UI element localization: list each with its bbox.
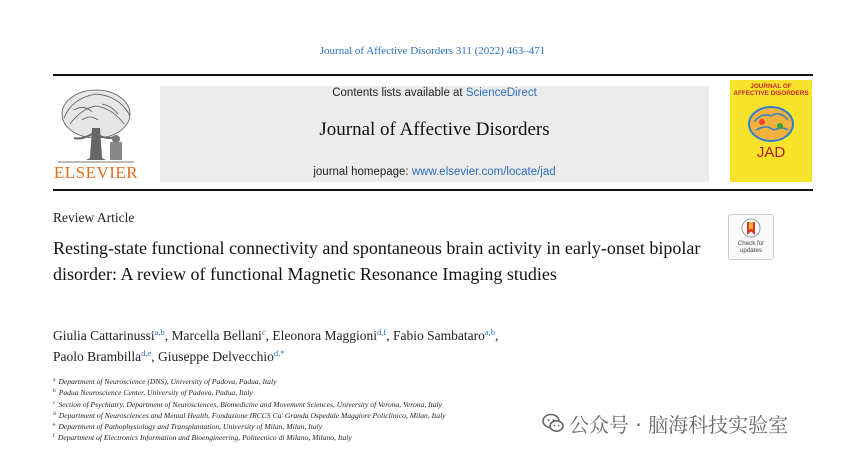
author-affiliation-mark[interactable]: a,b xyxy=(154,327,165,337)
article-title: Resting-state functional connectivity and spontaneous brain activity in early-onset bipolar disorder: A review of functional Magnetic Resonance Imaging studies xyxy=(53,238,701,284)
affiliation-item xyxy=(53,376,673,387)
contents-line xyxy=(160,87,709,99)
author-separator: , xyxy=(164,328,172,343)
affiliation-mark: b xyxy=(53,388,56,395)
author-name[interactable]: Eleonora Maggioni xyxy=(272,328,378,343)
homepage-prefix: journal homepage: xyxy=(313,166,412,178)
author-separator: , xyxy=(151,349,159,364)
author-name[interactable]: Paolo Brambilla xyxy=(53,349,142,364)
affiliation-text: Department of Neurosciences and Mental Health, Fondazione IRCCS Ca' Granda Ospedale Maggiore Policlinico, Milan, Italy xyxy=(58,410,446,420)
author-affiliation-mark[interactable]: d,e xyxy=(141,348,152,358)
affiliation-text: Padua Neuroscience Center, University of Padova, Padua, Italy xyxy=(58,388,253,398)
homepage-link[interactable]: www.elsevier.com/locate/jad xyxy=(411,166,556,178)
journal-citation[interactable]: Journal of Affective Disorders 311 (2022) 463–471 xyxy=(319,45,546,57)
author-list xyxy=(53,325,773,367)
author-separator: , xyxy=(265,328,273,343)
affiliation-item xyxy=(53,387,673,398)
homepage-line xyxy=(160,166,709,178)
author-name[interactable]: Marcella Bellani xyxy=(171,328,262,343)
affiliation-mark: a xyxy=(53,377,56,383)
sciencedirect-link[interactable]: ScienceDirect xyxy=(465,87,537,99)
author-name[interactable]: Giulia Cattarinussi xyxy=(53,328,155,343)
journal-cover-image[interactable] xyxy=(730,80,812,182)
author-affiliation-mark[interactable]: c xyxy=(261,327,266,337)
header-bottom-rule xyxy=(53,189,813,191)
affiliation-text: Department of Neuroscience (DNS), University of Padova, Padua, Italy xyxy=(58,377,277,386)
cover-title-line2: AFFECTIVE DISORDERS xyxy=(733,90,809,97)
author-affiliation-mark[interactable]: d,* xyxy=(273,348,285,358)
contents-prefix: Contents lists available at xyxy=(332,87,466,99)
cover-brain-icon xyxy=(740,102,802,146)
check-for-updates-button[interactable] xyxy=(728,214,774,260)
affiliation-mark: d xyxy=(53,410,56,417)
journal-title: Journal of Affective Disorders xyxy=(319,119,550,140)
affiliation-text: Section of Psychiatry, Department of Neurosciences, Biomedicine and Movement Sciences, University of Verona, Verona, Italy xyxy=(58,399,443,409)
wechat-icon xyxy=(542,412,564,434)
author-affiliation-mark[interactable]: a,b xyxy=(484,327,495,337)
check-updates-label-line2: updates xyxy=(739,247,763,254)
affiliation-text: Department of Electronics Information and Bioengineering, Politecnico di Milano, Milano, Italy xyxy=(57,433,352,443)
author-separator: , xyxy=(495,328,499,343)
cover-abbrev: JAD xyxy=(756,144,786,161)
affiliation-mark: f xyxy=(53,433,55,440)
check-updates-label-line1: Check for xyxy=(737,240,765,247)
author-name[interactable]: Giuseppe Delvecchio xyxy=(158,349,274,364)
cover-title xyxy=(730,83,812,97)
author-separator: , xyxy=(386,328,393,343)
wechat-watermark xyxy=(542,408,788,438)
bookmark-icon xyxy=(741,218,761,240)
article-type: Review Article xyxy=(53,210,135,225)
header-top-rule xyxy=(53,74,813,76)
author-name[interactable]: Fabio Sambataro xyxy=(392,328,485,343)
cover-title-line1: JOURNAL OF xyxy=(750,83,792,90)
affiliation-text: Department of Pathophysiology and Transplantation, University of Milan, Milan, Italy xyxy=(58,422,323,432)
affiliation-mark: e xyxy=(53,422,56,429)
affiliation-mark: c xyxy=(53,399,56,406)
watermark-text: 公众号 · 脑海科技实验室 xyxy=(569,412,789,437)
check-updates-label xyxy=(729,240,773,254)
elsevier-wordmark[interactable]: ELSEVIER xyxy=(53,163,139,182)
author-affiliation-mark[interactable]: d,f xyxy=(377,327,387,337)
